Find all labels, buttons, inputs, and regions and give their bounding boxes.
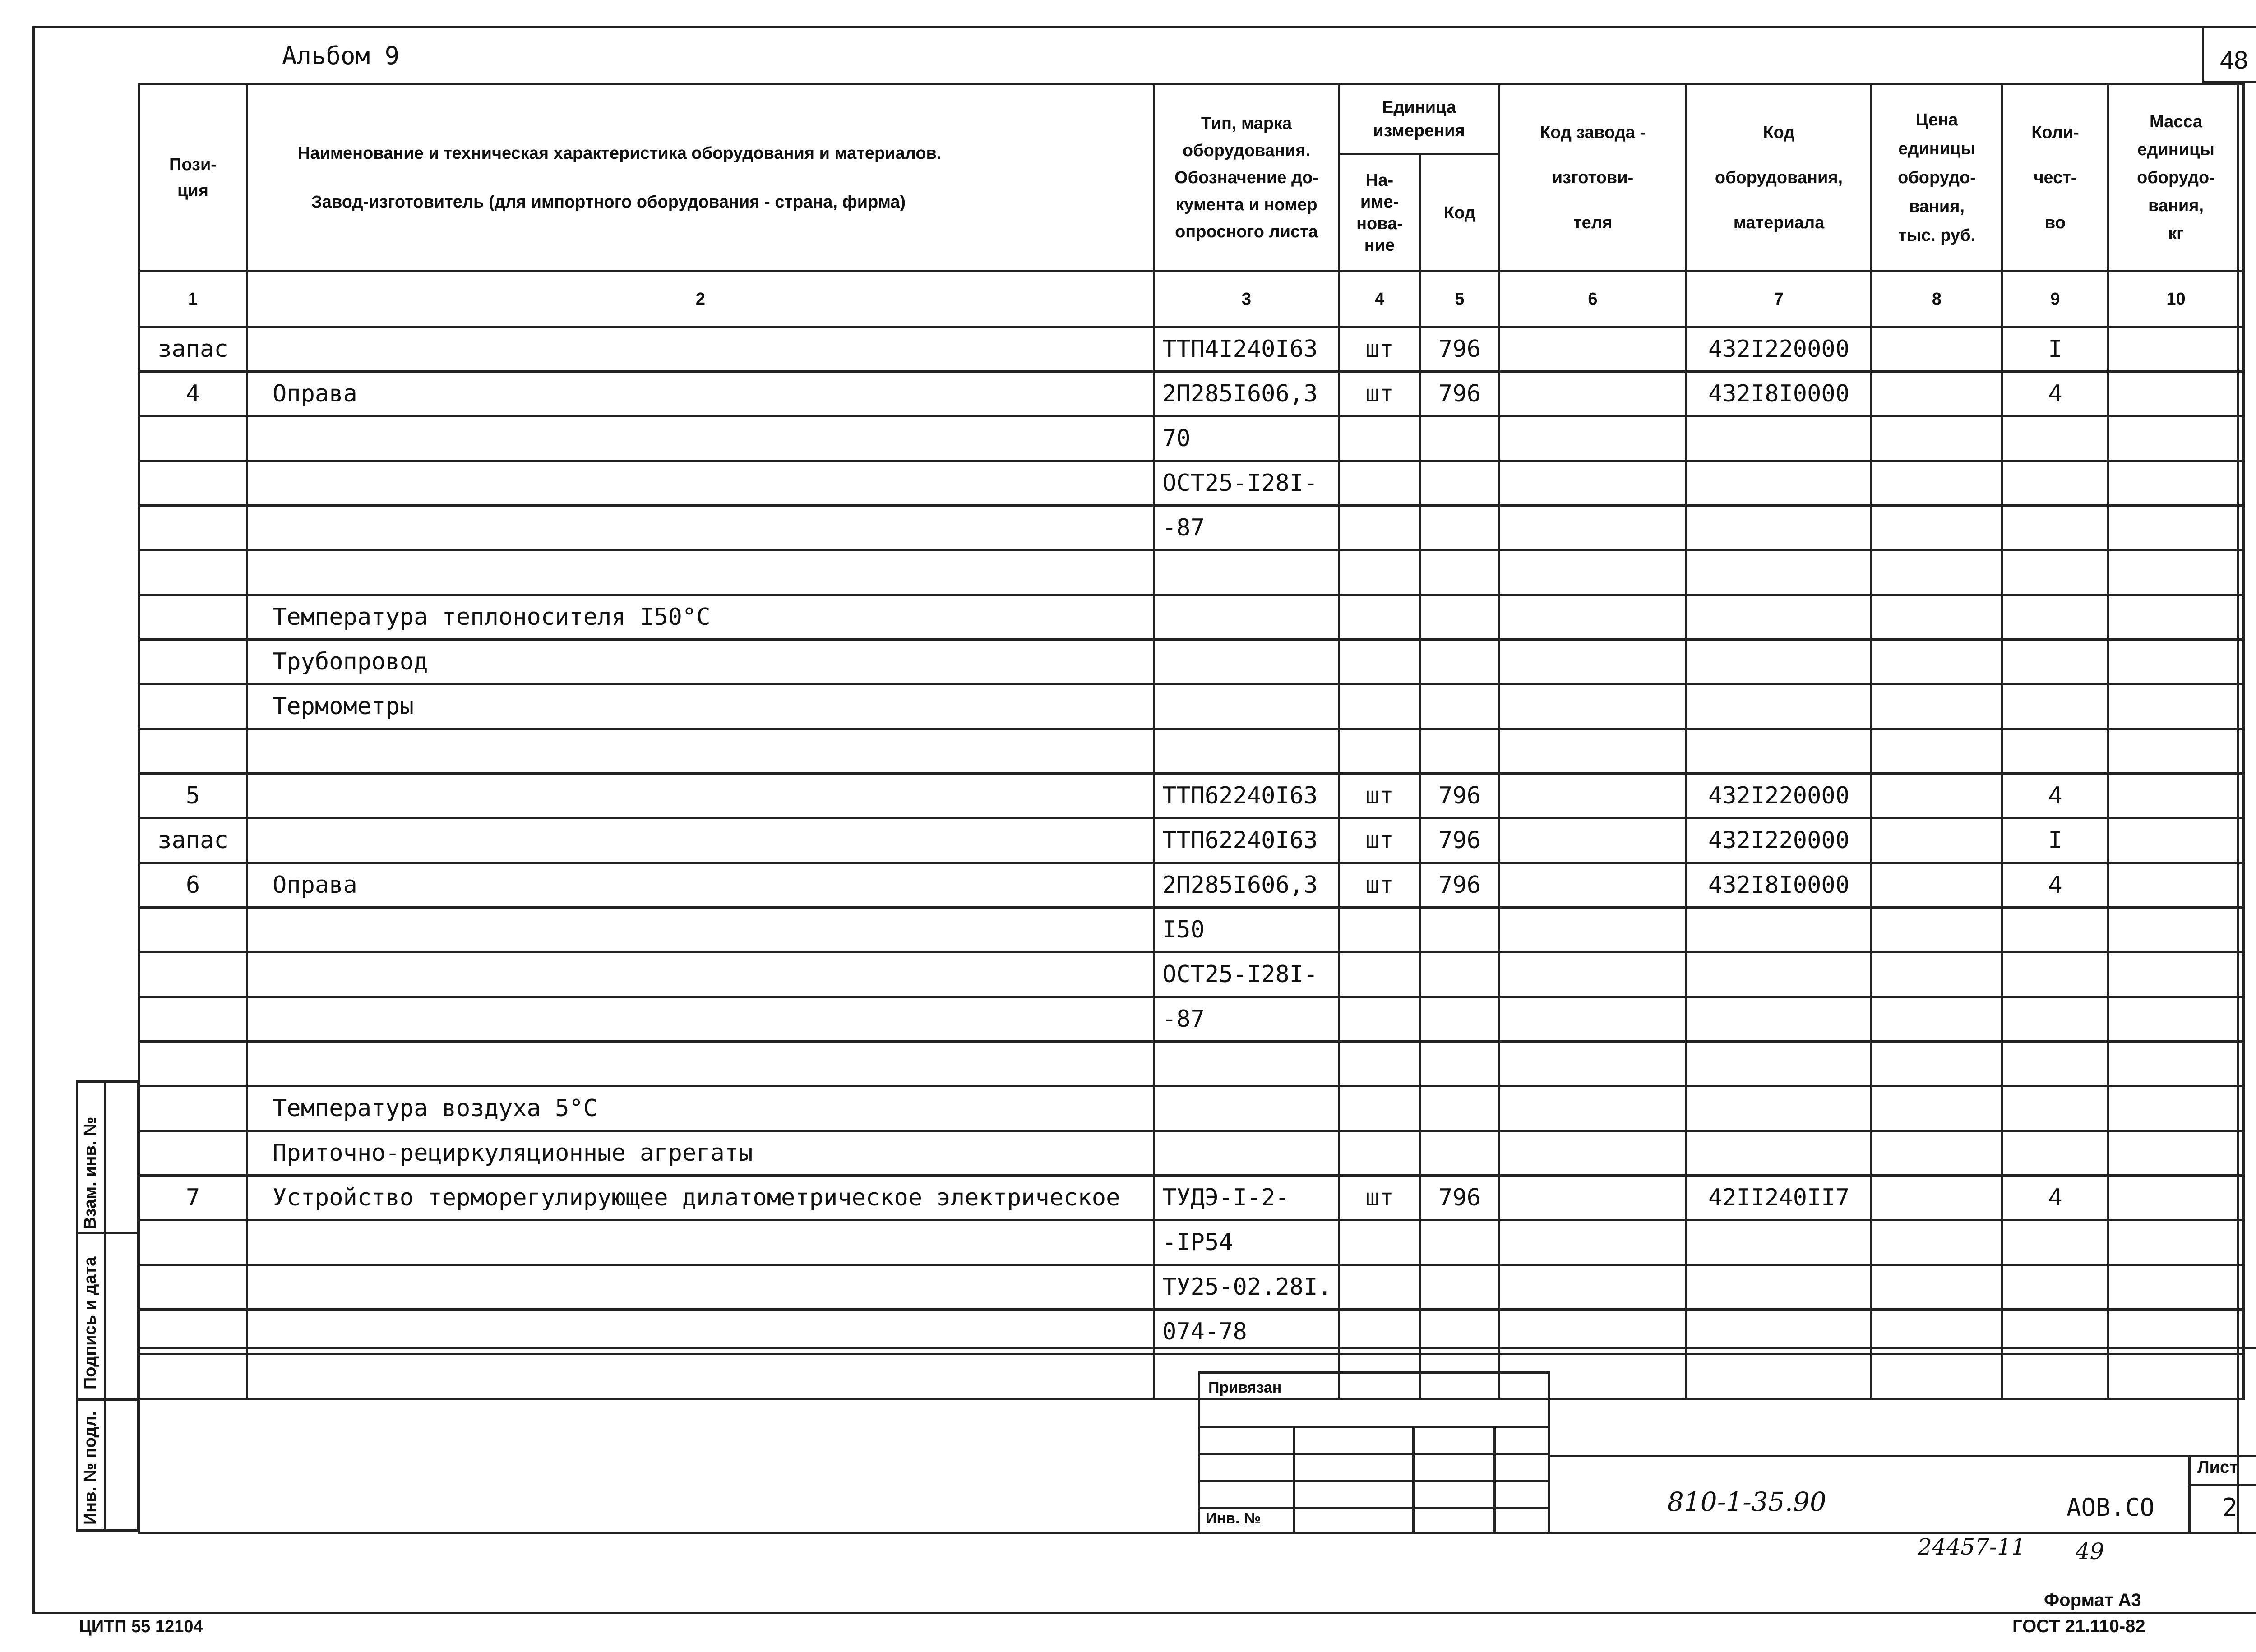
cell-type: I50 <box>1154 908 1339 952</box>
cell-name <box>247 997 1154 1042</box>
sheet-label: Лист <box>2197 1458 2238 1477</box>
cell-name <box>247 729 1154 774</box>
cell-unit-code <box>1420 550 1499 595</box>
cell-type: ТУ25-02.28I. <box>1154 1265 1339 1310</box>
cell-unit-name <box>1339 684 1420 729</box>
cell-unit-code: 796 <box>1420 1176 1499 1220</box>
col-num: 10 <box>2108 272 2244 327</box>
cell-mass <box>2108 1220 2244 1265</box>
cell-position <box>139 1131 247 1176</box>
stamp-privyazan: Привязан <box>1208 1379 1282 1396</box>
cell-name <box>247 416 1154 461</box>
handwritten-number: 24457-11 <box>1918 1534 2026 1560</box>
cell-factory-code <box>1499 863 1687 908</box>
cell-material-code <box>1687 1086 1872 1131</box>
footer-format: Формат А3 <box>2044 1590 2141 1610</box>
cell-quantity: I <box>2002 818 2108 863</box>
cell-factory-code <box>1499 506 1687 550</box>
cell-price <box>1872 1354 2002 1399</box>
cell-quantity: 4 <box>2002 774 2108 818</box>
cell-position <box>139 1042 247 1086</box>
cell-type <box>1154 729 1339 774</box>
table-row <box>139 550 2244 595</box>
cell-unit-name <box>1339 1042 1420 1086</box>
table-row <box>139 908 2244 952</box>
cell-unit-name <box>1339 550 1420 595</box>
table-row <box>139 774 2244 818</box>
cell-position: 5 <box>139 774 247 818</box>
cell-price <box>1872 461 2002 506</box>
cell-mass <box>2108 863 2244 908</box>
cell-unit-code: 796 <box>1420 372 1499 416</box>
cell-unit-code <box>1420 997 1499 1042</box>
cell-type: ТТП62240I63 <box>1154 774 1339 818</box>
col-num: 3 <box>1154 272 1339 327</box>
cell-material-code <box>1687 729 1872 774</box>
album-title: Альбом 9 <box>282 42 400 70</box>
cell-mass <box>2108 640 2244 684</box>
cell-mass <box>2108 818 2244 863</box>
cell-name: Оправа <box>247 372 1154 416</box>
cell-unit-code <box>1420 729 1499 774</box>
cell-unit-code <box>1420 1086 1499 1131</box>
cell-price <box>1872 327 2002 372</box>
cell-factory-code <box>1499 416 1687 461</box>
col-num: 7 <box>1687 272 1872 327</box>
cell-mass <box>2108 1086 2244 1131</box>
cell-name <box>247 1042 1154 1086</box>
table-row <box>139 997 2244 1042</box>
side-label-original-inv: Инв. № подл. <box>81 1411 100 1525</box>
cell-type <box>1154 640 1339 684</box>
cell-name <box>247 506 1154 550</box>
cell-price <box>1872 416 2002 461</box>
cell-name: Оправа <box>247 863 1154 908</box>
cell-mass <box>2108 372 2244 416</box>
stamp-inv-no: Инв. № <box>1206 1510 1261 1527</box>
table-row <box>139 729 2244 774</box>
cell-material-code <box>1687 908 1872 952</box>
cell-mass <box>2108 506 2244 550</box>
cell-type: 2П285I606,3 <box>1154 863 1339 908</box>
table-row <box>139 372 2244 416</box>
cell-factory-code <box>1499 1131 1687 1176</box>
cell-price <box>1872 952 2002 997</box>
cell-quantity <box>2002 506 2108 550</box>
cell-price <box>1872 997 2002 1042</box>
cell-unit-code: 796 <box>1420 818 1499 863</box>
cell-mass <box>2108 416 2244 461</box>
cell-quantity <box>2002 729 2108 774</box>
header-name: Наименование и техническая характеристика оборудования и материалов. Завод-изготовитель (для импортного оборудования - страна, фирма) <box>247 84 1154 272</box>
cell-quantity <box>2002 952 2108 997</box>
header-quantity: Коли- чест- во <box>2002 84 2108 272</box>
cell-material-code: 432I220000 <box>1687 774 1872 818</box>
table-row <box>139 863 2244 908</box>
cell-quantity <box>2002 1354 2108 1399</box>
cell-price <box>1872 684 2002 729</box>
cell-mass <box>2108 684 2244 729</box>
binding-stamp <box>1198 1371 1550 1534</box>
cell-material-code <box>1687 1131 1872 1176</box>
cell-position <box>139 997 247 1042</box>
cell-mass <box>2108 1131 2244 1176</box>
table-row <box>139 818 2244 863</box>
cell-unit-code <box>1420 461 1499 506</box>
cell-quantity <box>2002 684 2108 729</box>
table-row <box>139 595 2244 640</box>
table-row <box>139 327 2244 372</box>
cell-unit-name <box>1339 997 1420 1042</box>
cell-factory-code <box>1499 684 1687 729</box>
cell-type: ТУДЭ-I-2- <box>1154 1176 1339 1220</box>
cell-unit-name <box>1339 506 1420 550</box>
cell-unit-name <box>1339 461 1420 506</box>
cell-material-code: 432I8I0000 <box>1687 372 1872 416</box>
cell-material-code <box>1687 1265 1872 1310</box>
cell-unit-name <box>1339 908 1420 952</box>
header-position: Пози- ция <box>139 84 247 272</box>
cell-mass <box>2108 327 2244 372</box>
cell-factory-code <box>1499 1042 1687 1086</box>
cell-unit-code <box>1420 684 1499 729</box>
cell-position <box>139 952 247 997</box>
header-factory-code: Код завода - изготови- теля <box>1499 84 1687 272</box>
header-material-code: Код оборудования, материала <box>1687 84 1872 272</box>
cell-quantity: 4 <box>2002 1176 2108 1220</box>
cell-unit-code <box>1420 1265 1499 1310</box>
cell-mass <box>2108 952 2244 997</box>
side-label-signature-date: Подпись и дата <box>81 1256 100 1389</box>
cell-price <box>1872 818 2002 863</box>
cell-position <box>139 1265 247 1310</box>
table-row <box>139 506 2244 550</box>
cell-quantity <box>2002 908 2108 952</box>
cell-factory-code <box>1499 1086 1687 1131</box>
cell-unit-name <box>1339 1265 1420 1310</box>
cell-price <box>1872 1265 2002 1310</box>
cell-quantity <box>2002 461 2108 506</box>
cell-type: 074-78 <box>1154 1310 1339 1354</box>
cell-unit-name <box>1339 1086 1420 1131</box>
cell-name <box>247 327 1154 372</box>
cell-type: ОСТ25-I28I- <box>1154 952 1339 997</box>
cell-unit-name <box>1339 952 1420 997</box>
col-num: 5 <box>1420 272 1499 327</box>
cell-price <box>1872 729 2002 774</box>
cell-price <box>1872 372 2002 416</box>
col-num: 4 <box>1339 272 1420 327</box>
side-label-box <box>76 1080 139 1532</box>
cell-name <box>247 1354 1154 1399</box>
cell-material-code <box>1687 952 1872 997</box>
column-number-row <box>139 272 2244 327</box>
cell-type: -87 <box>1154 997 1339 1042</box>
cell-name <box>247 908 1154 952</box>
cell-unit-code: 796 <box>1420 327 1499 372</box>
header-row <box>139 84 2244 154</box>
cell-price <box>1872 506 2002 550</box>
table-row <box>139 1176 2244 1220</box>
cell-position: запас <box>139 327 247 372</box>
cell-material-code <box>1687 1220 1872 1265</box>
cell-price <box>1872 550 2002 595</box>
cell-unit-code <box>1420 506 1499 550</box>
cell-unit-name <box>1339 1220 1420 1265</box>
cell-name: Температура теплоносителя I50°C <box>247 595 1154 640</box>
cell-quantity <box>2002 595 2108 640</box>
cell-price <box>1872 774 2002 818</box>
cell-factory-code <box>1499 908 1687 952</box>
cell-quantity: 4 <box>2002 372 2108 416</box>
header-unit-code: Код <box>1420 154 1499 272</box>
cell-material-code <box>1687 1354 1872 1399</box>
cell-type <box>1154 1086 1339 1131</box>
cell-name: Устройство терморегулирующее дилатометрическое электрическое <box>247 1176 1154 1220</box>
cell-name <box>247 461 1154 506</box>
cell-material-code <box>1687 595 1872 640</box>
handwritten-page: 49 <box>2076 1538 2104 1564</box>
cell-mass <box>2108 550 2244 595</box>
cell-unit-code: 796 <box>1420 863 1499 908</box>
cell-mass <box>2108 461 2244 506</box>
cell-unit-name <box>1339 640 1420 684</box>
cell-mass <box>2108 1042 2244 1086</box>
cell-price <box>1872 1086 2002 1131</box>
cell-factory-code <box>1499 997 1687 1042</box>
cell-unit-code <box>1420 595 1499 640</box>
table-row <box>139 684 2244 729</box>
cell-factory-code <box>1499 1220 1687 1265</box>
cell-price <box>1872 595 2002 640</box>
cell-material-code <box>1687 1042 1872 1086</box>
cell-type: 70 <box>1154 416 1339 461</box>
cell-position <box>139 595 247 640</box>
col-num: 8 <box>1872 272 2002 327</box>
header-unit: Единица измерения <box>1339 84 1499 154</box>
cell-material-code: 432I220000 <box>1687 327 1872 372</box>
sheet-number: 2 <box>2222 1493 2238 1523</box>
cell-position <box>139 908 247 952</box>
cell-quantity <box>2002 1086 2108 1131</box>
cell-quantity: 4 <box>2002 863 2108 908</box>
cell-unit-code <box>1420 1131 1499 1176</box>
cell-factory-code <box>1499 1176 1687 1220</box>
cell-factory-code <box>1499 952 1687 997</box>
cell-type <box>1154 550 1339 595</box>
cell-position <box>139 1220 247 1265</box>
col-num: 1 <box>139 272 247 327</box>
cell-unit-name: шт <box>1339 327 1420 372</box>
cell-quantity <box>2002 550 2108 595</box>
header-mass: Масса единицы оборудо- вания, кг <box>2108 84 2244 272</box>
cell-material-code <box>1687 550 1872 595</box>
col-num: 9 <box>2002 272 2108 327</box>
cell-factory-code <box>1499 640 1687 684</box>
table-row <box>139 1354 2244 1399</box>
table-row <box>139 952 2244 997</box>
cell-unit-name: шт <box>1339 372 1420 416</box>
cell-unit-code <box>1420 1042 1499 1086</box>
cell-unit-code <box>1420 640 1499 684</box>
cell-name <box>247 1220 1154 1265</box>
cell-name: Приточно-рециркуляционные агрегаты <box>247 1131 1154 1176</box>
table-row <box>139 1131 2244 1176</box>
cell-factory-code <box>1499 818 1687 863</box>
cell-material-code: 432I220000 <box>1687 818 1872 863</box>
cell-position: 7 <box>139 1176 247 1220</box>
cell-type: ОСТ25-I28I- <box>1154 461 1339 506</box>
cell-quantity <box>2002 416 2108 461</box>
cell-quantity <box>2002 1042 2108 1086</box>
cell-material-code: 42II240II7 <box>1687 1176 1872 1220</box>
corner-sheet-number: 48 <box>2220 46 2248 74</box>
cell-position <box>139 550 247 595</box>
cell-mass <box>2108 908 2244 952</box>
cell-quantity: I <box>2002 327 2108 372</box>
cell-material-code <box>1687 461 1872 506</box>
cell-mass <box>2108 1354 2244 1399</box>
cell-quantity <box>2002 997 2108 1042</box>
footer-gost: ГОСТ 21.110-82 <box>2012 1616 2145 1636</box>
cell-material-code <box>1687 416 1872 461</box>
cell-name <box>247 952 1154 997</box>
cell-quantity <box>2002 1265 2108 1310</box>
cell-unit-code <box>1420 908 1499 952</box>
cell-position: 4 <box>139 372 247 416</box>
cell-position <box>139 1354 247 1399</box>
cell-type: 2П285I606,3 <box>1154 372 1339 416</box>
cell-material-code <box>1687 640 1872 684</box>
cell-type: -87 <box>1154 506 1339 550</box>
cell-name <box>247 550 1154 595</box>
cell-factory-code <box>1499 774 1687 818</box>
cell-position <box>139 684 247 729</box>
cell-unit-name <box>1339 1131 1420 1176</box>
side-label-replace-inv: Взам. инв. № <box>81 1117 100 1229</box>
cell-position <box>139 729 247 774</box>
cell-unit-code <box>1420 952 1499 997</box>
cell-price <box>1872 640 2002 684</box>
table-row <box>139 1042 2244 1086</box>
cell-position <box>139 461 247 506</box>
cell-factory-code <box>1499 729 1687 774</box>
cell-name <box>247 818 1154 863</box>
cell-unit-name <box>1339 595 1420 640</box>
cell-position <box>139 1086 247 1131</box>
cell-position: запас <box>139 818 247 863</box>
cell-mass <box>2108 595 2244 640</box>
cell-name: Температура воздуха 5°C <box>247 1086 1154 1131</box>
cell-unit-code <box>1420 1220 1499 1265</box>
cell-factory-code <box>1499 461 1687 506</box>
cell-unit-code: 796 <box>1420 774 1499 818</box>
cell-type: ТТП4I240I63 <box>1154 327 1339 372</box>
header-price: Цена единицы оборудо- вания, тыс. руб. <box>1872 84 2002 272</box>
document-code: 810-1-35.90 <box>1667 1486 1826 1517</box>
col-num: 2 <box>247 272 1154 327</box>
cell-type <box>1154 684 1339 729</box>
table-row <box>139 416 2244 461</box>
cell-price <box>1872 908 2002 952</box>
cell-mass <box>2108 729 2244 774</box>
cell-mass <box>2108 774 2244 818</box>
cell-unit-name: шт <box>1339 863 1420 908</box>
cell-quantity <box>2002 1220 2108 1265</box>
col-num: 6 <box>1499 272 1687 327</box>
cell-type <box>1154 1131 1339 1176</box>
table-row <box>139 640 2244 684</box>
cell-position <box>139 640 247 684</box>
cell-quantity <box>2002 640 2108 684</box>
cell-mass <box>2108 1265 2244 1310</box>
document-mark: АОВ.СО <box>2066 1493 2155 1522</box>
cell-unit-name <box>1339 416 1420 461</box>
cell-unit-name <box>1339 729 1420 774</box>
cell-unit-name: шт <box>1339 818 1420 863</box>
cell-name <box>247 774 1154 818</box>
cell-material-code <box>1687 684 1872 729</box>
cell-unit-code <box>1420 416 1499 461</box>
cell-quantity <box>2002 1131 2108 1176</box>
table-row <box>139 461 2244 506</box>
footer-left-code: ЦИТП 55 12104 <box>79 1617 203 1636</box>
cell-factory-code <box>1499 327 1687 372</box>
cell-price <box>1872 863 2002 908</box>
cell-material-code: 432I8I0000 <box>1687 863 1872 908</box>
cell-factory-code <box>1499 1265 1687 1310</box>
cell-name: Трубопровод <box>247 640 1154 684</box>
cell-factory-code <box>1499 595 1687 640</box>
cell-position <box>139 416 247 461</box>
table-row <box>139 1086 2244 1131</box>
cell-material-code <box>1687 506 1872 550</box>
cell-type: -IP54 <box>1154 1220 1339 1265</box>
header-type: Тип, марка оборудования. Обозначение до- кумента и номер опросного листа <box>1154 84 1339 272</box>
specification-table <box>138 83 2245 1400</box>
cell-price <box>1872 1220 2002 1265</box>
table-row <box>139 1220 2244 1265</box>
cell-mass <box>2108 1176 2244 1220</box>
cell-name <box>247 1265 1154 1310</box>
cell-material-code <box>1687 997 1872 1042</box>
cell-mass <box>2108 997 2244 1042</box>
cell-position <box>139 506 247 550</box>
cell-type <box>1154 595 1339 640</box>
cell-price <box>1872 1042 2002 1086</box>
cell-factory-code <box>1499 372 1687 416</box>
cell-name: Термометры <box>247 684 1154 729</box>
cell-factory-code <box>1499 550 1687 595</box>
cell-price <box>1872 1131 2002 1176</box>
table-body <box>139 327 2244 1399</box>
header-unit-name: На- име- нова- ние <box>1339 154 1420 272</box>
cell-type <box>1154 1042 1339 1086</box>
cell-price <box>1872 1176 2002 1220</box>
cell-unit-name: шт <box>1339 774 1420 818</box>
table-row <box>139 1265 2244 1310</box>
cell-type: ТТП62240I63 <box>1154 818 1339 863</box>
cell-position: 6 <box>139 863 247 908</box>
cell-unit-name: шт <box>1339 1176 1420 1220</box>
